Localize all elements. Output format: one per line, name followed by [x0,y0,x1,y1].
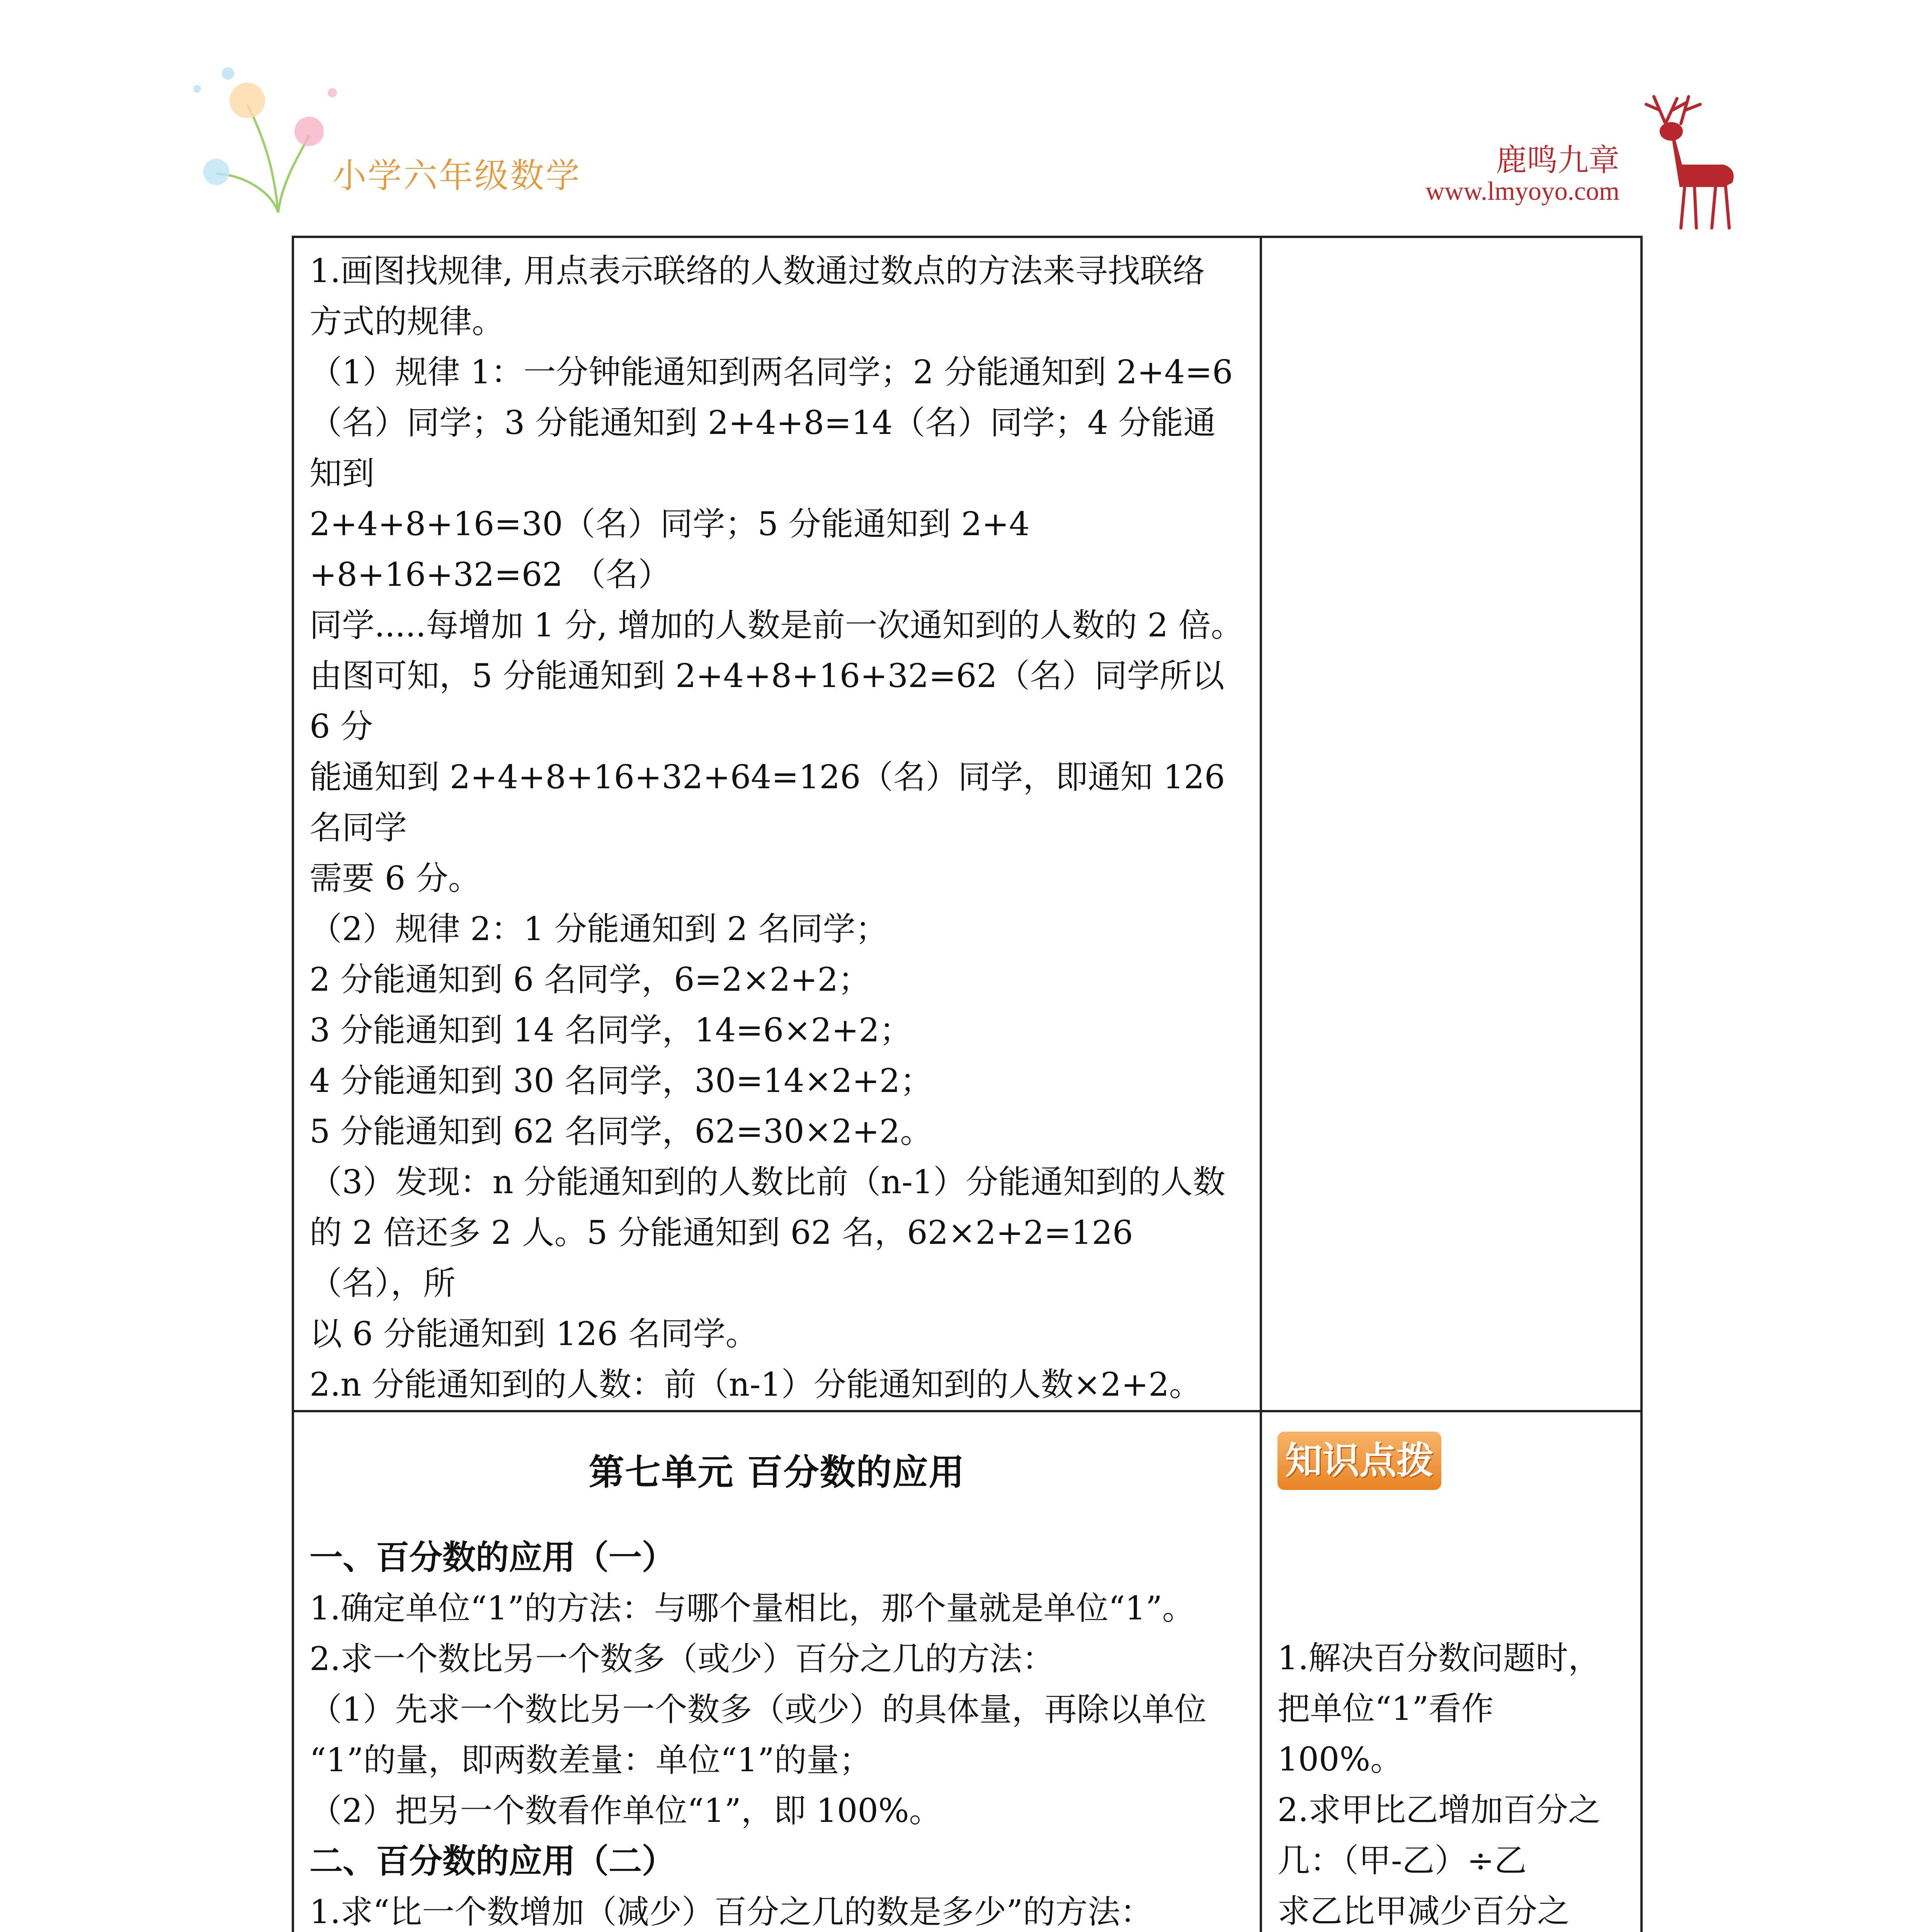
text-line: 2.求一个数比另一个数多（或少）百分之几的方法： [310,1640,1055,1678]
text-line: 以 6 分能通知到 126 名同学。 [310,1315,758,1353]
brand-name: 鹿鸣九章 [1496,142,1619,178]
section-heading: 二、百分数的应用（二） [310,1842,675,1881]
deer-logo-icon [1623,89,1747,236]
text-line: （2）把另一个数看作单位“1”，即 100%。 [310,1792,942,1830]
section-heading: 一、百分数的应用（一） [310,1538,675,1577]
text-line: “1”的量，即两数差量：单位“1”的量； [310,1741,872,1779]
unit-title: 第七单元 百分数的应用 [589,1451,965,1493]
text-line: 方式的规律。 [310,303,505,340]
text-line: 2 分能通知到 6 名同学，6=2×2+2； [310,961,871,998]
row2-main-text [294,1412,1260,1932]
text-line: （1）规律 1：一分钟能通知到两名同学；2 分能通知到 2+4=6 [310,353,1233,391]
row2-side-cell [1261,1411,1641,1932]
text-line: 的 2 倍还多 2 人。5 分能通知到 62 名，62×2+2=126（名），所 [310,1214,1133,1302]
text-line: 2+4+8+16=30（名）同学；5 分能通知到 2+4 +8+16+32=62 （名） [310,505,1030,594]
side-line: 把单位“1”看作 100%。 [1277,1690,1494,1778]
side-line: 几：（甲-乙）÷乙 [1277,1842,1527,1879]
page-header [0,0,1917,232]
text-line: 2.n 分能通知到的人数：前（n-1）分能通知到的人数×2+2。 [310,1366,1202,1403]
row2-side-text [1262,1412,1640,1932]
text-line: 由图可知，5 分能通知到 2+4+8+16+32=62（名）同学所以 6 分 [310,657,1225,745]
header-title: 小学六年级数学 [332,156,582,196]
text-line: （1）先求一个数比另一个数多（或少）的具体量，再除以单位 [310,1690,1207,1728]
row1-side-cell [1261,237,1641,1411]
text-line: 同学.....每增加 1 分, 增加的人数是前一次通知到的人数的 2 倍。 [310,606,1243,644]
text-line: 需要 6 分。 [310,859,481,897]
text-line: （名）同学；3 分能通知到 2+4+8=14（名）同学；4 分能通知到 [310,404,1216,492]
row1-main-cell [293,237,1261,1411]
row2-main-cell [293,1411,1261,1932]
row1-main-text [294,238,1260,1410]
text-line: （2）规律 2：1 分能通知到 2 名同学； [310,910,888,948]
side-line: 2.求甲比乙增加百分之 [1277,1791,1601,1829]
side-line: 1.解决百分数问题时， [1277,1639,1601,1677]
text-line: 1.画图找规律, 用点表示联络的人数通过数点的方法来寻找联络 [310,252,1205,290]
text-line: 5 分能通知到 62 名同学，62=30×2+2。 [310,1112,933,1150]
text-line: （3）发现：n 分能通知到的人数比前（n-1）分能通知到的人数 [310,1163,1226,1201]
text-line: 3 分能通知到 14 名同学，14=6×2+2； [310,1011,912,1049]
brand-url[interactable]: www.lmyoyo.com [1425,176,1619,206]
text-line: 1.求“比一个数增加（减少）百分之几的数是多少”的方法： [310,1893,1153,1931]
text-line: 能通知到 2+4+8+16+32+64=126（名）同学，即通知 126 名同学 [310,758,1225,847]
text-line: 4 分能通知到 30 名同学，30=14×2+2； [310,1062,933,1100]
spacer [1277,1490,1629,1633]
side-line: 求乙比甲减少百分之 [1277,1892,1570,1930]
text-line: 1.确定单位“1”的方法：与哪个量相比，那个量就是单位“1”。 [310,1589,1195,1627]
content-table [292,236,1643,1932]
knowledge-tip-badge: 知识点拨 [1277,1432,1441,1490]
